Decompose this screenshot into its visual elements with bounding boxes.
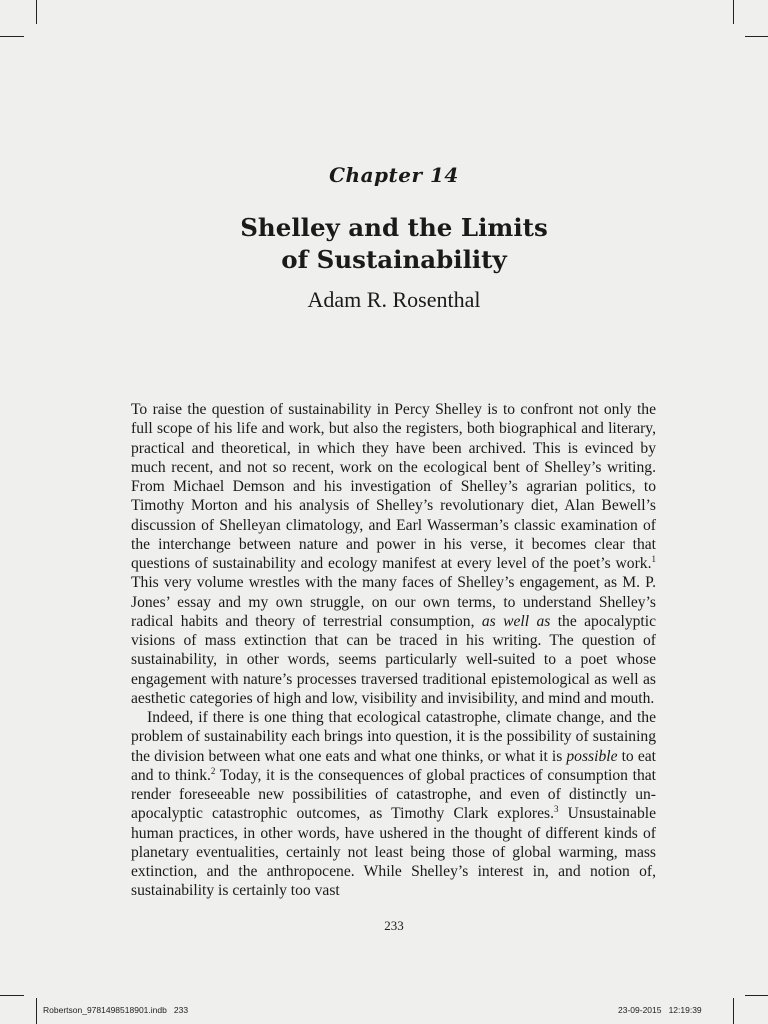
paragraph-1-text-3: the apocalyptic visions of mass extinction that can be traced in his writing. The question of sustainability, in other words, seems particularly well-suited to a poet whose engagement with nature’s processes traversed traditional epistemological as well as aesthetic categories of high and low, visibility and invisibility, and mind and mouth. xyxy=(131,612,657,707)
printer-slug-file: Robertson_9781498518901.indb 233 xyxy=(43,1005,189,1015)
crop-mark-bottom-right-vertical xyxy=(733,998,734,1024)
footnote-ref-2[interactable]: 2 xyxy=(210,765,216,776)
paragraph-2-text-1: Indeed, if there is one thing that ecological catastrophe, climate change, and the problem of sustainability each brings into question, it is the possibility of sustaining the division between what one eats and what one thinks, or what it is xyxy=(131,709,656,765)
chapter-title-line-2: of Sustainability xyxy=(281,245,507,274)
paragraph-2-text-3: Today, it is the consequences of global practices of consumption that render foreseeable new possibilities of catastrophe, and even of distinctly un-apocalyptic catastrophic outcomes, as Timothy Clark explores. xyxy=(131,766,656,823)
printer-slug-timestamp: 23-09-2015 12:19:39 xyxy=(618,1005,702,1015)
paragraph-1-text-1: To raise the question of sustainability in Percy Shelley is to confront not only the full scope of his life and work, but also the registers, both biographical and literary, practical and theoretical, in which they have been archived. This is evinced by much recent, and not so recent, work on the ecological bent of Shelley’s writing. From Michael Demson and his investigation of Shelley’s agrarian politics, to Timothy Morton and his analysis of Shelley’s revolutionary diet, Alan Bewell’s discussion of Shelleyan climatology, and Earl Wasserman’s classic examination of the interchange between nature and power in his verse, it becomes clear that questions of sustainability and ecology manifest at every level of the poet’s work. xyxy=(131,401,656,572)
footnote-ref-1[interactable]: 1 xyxy=(651,553,656,564)
crop-mark-top-right-horizontal xyxy=(745,36,768,37)
paragraph-2-text-2: to eat and to think. xyxy=(131,747,656,784)
paragraph-2-emphasis: possible xyxy=(566,747,618,765)
paragraph-1-text-2: This very volume wrestles with the many faces of Shelley’s engagement, as M. P. Jones’ essay and my own struggle, on our own terms, to understand Shelley’s radical habits and theory of terrestrial consumption, xyxy=(131,574,656,630)
paragraph-1 xyxy=(131,400,656,708)
body-text xyxy=(131,400,656,901)
crop-mark-top-left-vertical xyxy=(36,0,37,24)
chapter-title-line-1: Shelley and the Limits xyxy=(240,213,548,242)
chapter-title xyxy=(0,212,768,276)
chapter-author: Adam R. Rosenthal xyxy=(307,287,481,312)
paragraph-1-emphasis: as well as xyxy=(481,612,551,630)
crop-mark-top-left-horizontal xyxy=(0,36,24,37)
crop-mark-bottom-left-vertical xyxy=(36,998,37,1024)
crop-mark-bottom-right-horizontal xyxy=(745,995,768,996)
page-number: 233 xyxy=(384,918,404,933)
chapter-label: Chapter 14 xyxy=(329,163,459,187)
paragraph-2-text-4: Unsustainable human practices, in other words, have ushered in the thought of different kinds of planetary eventualities, certainly not least being those of global warming, mass extinction, and the anthropocene. While Shelley’s interest in, and notion of, sustainability is certainly too vast xyxy=(131,805,656,900)
crop-mark-bottom-left-horizontal xyxy=(0,995,24,996)
crop-mark-top-right-vertical xyxy=(733,0,734,24)
footnote-ref-3[interactable]: 3 xyxy=(554,804,559,815)
paragraph-2 xyxy=(131,708,656,901)
